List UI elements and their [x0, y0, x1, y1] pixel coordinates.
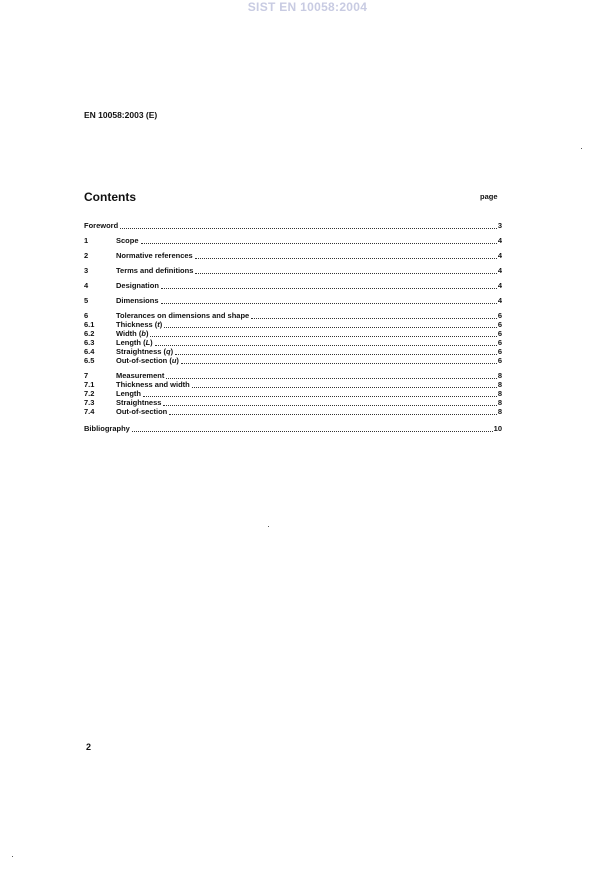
toc-entry-number: 7.4 [84, 407, 95, 416]
toc-entry-title: Straightness [116, 398, 162, 407]
toc-leader [141, 241, 497, 244]
toc-entry-number: 6.4 [84, 347, 95, 356]
page-number: 2 [86, 742, 92, 752]
toc-entry-title: Measurement [116, 371, 165, 380]
toc-entry-number: 2 [84, 251, 89, 260]
toc-leader [192, 385, 497, 388]
toc-leader [164, 325, 497, 328]
toc-entry-title: Terms and definitions [116, 266, 194, 275]
toc-leader [155, 343, 497, 346]
toc-entry-number: 5 [84, 296, 89, 305]
symbol-italic: u [171, 356, 177, 365]
toc-entry[interactable] [84, 407, 502, 417]
toc-entry-page: 8 [497, 407, 502, 416]
toc-entry-page: 3 [497, 221, 502, 230]
toc-entry-title: Normative references [116, 251, 193, 260]
toc-leader [163, 403, 496, 406]
symbol-italic: b [141, 329, 146, 338]
toc-entry-page: 8 [497, 380, 502, 389]
toc-entry-page: 4 [497, 236, 502, 245]
toc-entry-title: Bibliography [84, 424, 130, 433]
toc-entry-title: Scope [116, 236, 139, 245]
toc-entry[interactable] [84, 281, 502, 291]
toc-entry-title: Dimensions [116, 296, 159, 305]
toc-entry[interactable] [84, 424, 502, 434]
toc-leader [169, 412, 497, 415]
toc-leader [195, 256, 497, 259]
toc-entry-title: Length [116, 389, 141, 398]
toc-entry-title: Thickness (t) [116, 320, 163, 329]
watermark: SIST EN 10058:2004 [247, 0, 368, 14]
toc-entry-page: 4 [497, 251, 502, 260]
toc-entry-number: 6.3 [84, 338, 95, 347]
toc-entry-title: Foreword [84, 221, 119, 230]
toc-entry-page: 10 [493, 424, 502, 433]
toc-leader [161, 286, 497, 289]
toc-entry-title: Tolerances on dimensions and shape [116, 311, 250, 320]
scan-speck [12, 856, 13, 857]
toc-entry[interactable] [84, 251, 502, 261]
toc-entry[interactable] [84, 296, 502, 306]
scan-speck [581, 148, 582, 149]
toc-entry[interactable] [84, 356, 502, 366]
toc-entry-page: 4 [497, 266, 502, 275]
toc-entry-page: 8 [497, 389, 502, 398]
toc-entry-page: 4 [497, 281, 502, 290]
toc-entry-number: 6.2 [84, 329, 95, 338]
toc-entry-number: 3 [84, 266, 89, 275]
toc-entry-page: 6 [497, 347, 502, 356]
toc-entry-page: 8 [497, 398, 502, 407]
toc-entry-title: Length (L) [116, 338, 153, 347]
toc-entry-title: Width (b) [116, 329, 149, 338]
toc-entry-number: 6 [84, 311, 89, 320]
toc-entry-title: Thickness and width [116, 380, 190, 389]
toc-entry-title: Out-of-section (u) [116, 356, 179, 365]
toc-entry-number: 4 [84, 281, 89, 290]
toc-entry-page: 8 [497, 371, 502, 380]
toc-entry-page: 6 [497, 329, 502, 338]
scan-speck [268, 526, 269, 527]
toc-entry-number: 7.1 [84, 380, 95, 389]
symbol-italic: q [166, 347, 171, 356]
toc-entry-page: 6 [497, 338, 502, 347]
toc-entry-page: 6 [497, 311, 502, 320]
toc-entry-page: 4 [497, 296, 502, 305]
toc-leader [143, 394, 497, 397]
toc-entry-number: 7.3 [84, 398, 95, 407]
contents-title: Contents [84, 190, 136, 204]
toc-leader [251, 316, 497, 319]
toc-entry[interactable] [84, 221, 502, 231]
toc-leader [195, 271, 496, 274]
symbol-italic: t [157, 320, 160, 329]
toc-entry[interactable] [84, 236, 502, 246]
toc-entry-number: 6.5 [84, 356, 95, 365]
toc-entry-number: 7 [84, 371, 89, 380]
document-id: EN 10058:2003 (E) [84, 110, 158, 120]
toc-leader [132, 429, 493, 432]
toc-entry-title: Out-of-section [116, 407, 168, 416]
toc-leader [161, 301, 497, 304]
toc-leader [181, 361, 497, 364]
symbol-italic: L [145, 338, 151, 347]
toc-entry-number: 7.2 [84, 389, 95, 398]
toc-leader [166, 376, 496, 379]
toc-entry-number: 6.1 [84, 320, 95, 329]
page-column-header: page [480, 192, 498, 201]
toc-entry-title: Straightness (q) [116, 347, 174, 356]
toc-leader [175, 352, 497, 355]
toc-entry[interactable] [84, 266, 502, 276]
toc-entry-title: Designation [116, 281, 159, 290]
toc-entry-page: 6 [497, 320, 502, 329]
toc-entry-number: 1 [84, 236, 89, 245]
toc-entry-page: 6 [497, 356, 502, 365]
toc-leader [120, 226, 497, 229]
toc-leader [150, 334, 496, 337]
